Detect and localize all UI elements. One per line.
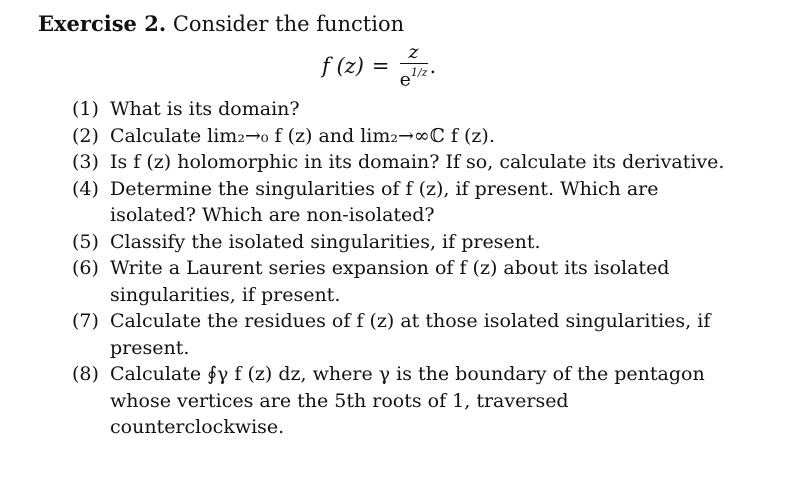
question-text: What is its domain? bbox=[110, 98, 300, 120]
question-text: Is f (z) holomorphic in its domain? If so, calculate its derivative. bbox=[110, 151, 725, 173]
question-number: (5) bbox=[72, 230, 99, 253]
formula-lhs: f (z) bbox=[322, 54, 364, 78]
question-item bbox=[72, 149, 732, 176]
question-number: (7) bbox=[72, 310, 99, 332]
function-formula bbox=[322, 42, 436, 90]
question-item bbox=[72, 255, 732, 308]
formula-equals: = bbox=[371, 54, 390, 78]
formula-denominator bbox=[400, 64, 428, 90]
question-item bbox=[72, 96, 732, 123]
question-item bbox=[72, 308, 732, 361]
question-text: Calculate ∮γ f (z) dz, where γ is the boundary of the pentagon whose vertices are the 5th roots of 1, traversed counterclockwise. bbox=[110, 363, 705, 438]
formula-numerator: z bbox=[408, 41, 419, 64]
exercise-questions bbox=[72, 96, 732, 441]
question-text: Write a Laurent series expansion of f (z) about its isolated singularities, if present. bbox=[110, 257, 670, 306]
formula-denominator-base: e bbox=[399, 68, 411, 91]
question-text: Classify the isolated singularities, if present. bbox=[110, 230, 541, 253]
question-item bbox=[72, 229, 732, 256]
formula-denominator-exponent: 1/z bbox=[410, 66, 428, 80]
question-number: (4) bbox=[72, 177, 99, 200]
question-item bbox=[72, 123, 732, 150]
exercise-label: Exercise 2. bbox=[38, 11, 167, 36]
question-number: (2) bbox=[72, 124, 99, 147]
formula-period: . bbox=[429, 54, 437, 78]
formula-fraction bbox=[400, 41, 428, 91]
exercise-intro: Consider the function bbox=[172, 12, 405, 36]
exercise-heading bbox=[38, 10, 404, 38]
question-item bbox=[72, 176, 732, 229]
question-text: Calculate the residues of f (z) at those isolated singularities, if present. bbox=[110, 310, 711, 359]
question-text: Calculate lim₂→₀ f (z) and lim₂→∞ℂ f (z). bbox=[110, 124, 495, 147]
question-text: Determine the singularities of f (z), if present. Which are isolated? Which are non-isolated? bbox=[110, 177, 659, 226]
question-number: (6) bbox=[72, 257, 99, 279]
question-number: (8) bbox=[72, 363, 99, 385]
question-number: (3) bbox=[72, 151, 99, 173]
question-number: (1) bbox=[72, 98, 99, 120]
question-item bbox=[72, 361, 732, 441]
